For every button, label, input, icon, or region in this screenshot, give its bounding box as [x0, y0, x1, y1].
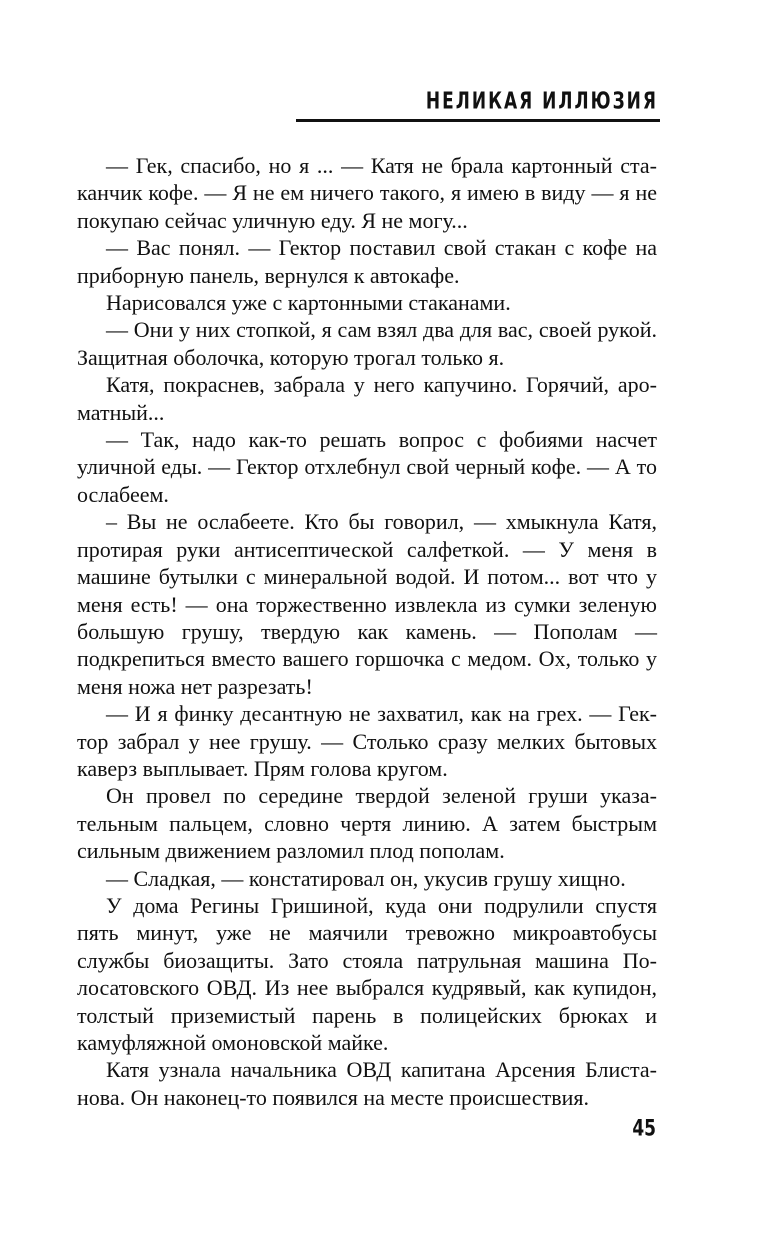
page-number: 45	[632, 1116, 656, 1142]
running-title: НЕЛИКАЯ ИЛЛЮЗИЯ	[425, 88, 658, 115]
paragraph: Нарисовался уже с картонными стаканами.	[106, 290, 511, 316]
paragraph: — Они у них стопкой, я сам взял два для вас, своей рукой. Защитная оболочка, которую трогал только я.	[77, 317, 657, 370]
paragraph: Катя, покраснев, забрала у него капучино. Горячий, ароматный...	[77, 372, 657, 425]
paragraph: — Гек, спасибо, но я ... — Катя не брала картонный стаканчик кофе. — Я не ем ничего такого, я имею в виду — я не покупаю сейчас уличную еду. Я не могу...	[77, 153, 657, 233]
paragraph: — Так, надо как-то решать вопрос с фобиями насчет уличной еды. — Гектор отхлебнул свой черный кофе. — А то ослабеем.	[77, 427, 657, 507]
paragraph: — Сладкая, — констатировал он, укусив грушу хищно.	[106, 865, 626, 891]
paragraph: — Вас понял. — Гектор поставил свой стакан с кофе на приборную панель, вернулся к автокафе.	[77, 235, 657, 288]
paragraph: Он провел по середине твердой зеленой груши указательным пальцем, словно чертя линию. А затем быстрым сильным движением разломил плод пополам.	[77, 783, 657, 864]
header-rule	[296, 119, 660, 122]
paragraph: Катя узнала начальника ОВД капитана Арсения Блистанова. Он наконец-то появился на месте происшествия.	[77, 1057, 657, 1110]
paragraph: – Вы не ослабеете. Кто бы говорил, — хмыкнула Катя, протирая руки антисептической салфеткой. — У меня в машине бутылки с минеральной водой. И потом... вот что у меня есть! — она торжественно извлекла из сумки зеленую большую грушу, твердую как камень. — Пополам — подкрепиться вместо вашего горшочка с медом. Ох, только у меня ножа нет разрезать!	[77, 509, 657, 699]
paragraph: У дома Регины Гришиной, куда они подрулили спустя пять минут, уже не маячили тревожно микроавтобусы службы биозащиты. Зато стояла патрульная машина Полосатовского ОВД. Из нее выбрался кудрявый, как купидон, толстый приземистый парень в полицейских брюках и камуфляжной омоновской майке.	[77, 892, 657, 1055]
body-text	[77, 152, 657, 1111]
paragraph: — И я финку десантную не захватил, как на грех. — Гектор забрал у нее грушу. — Столько сразу мелких бытовых каверз выплывает. Прям голова кругом.	[77, 701, 657, 781]
